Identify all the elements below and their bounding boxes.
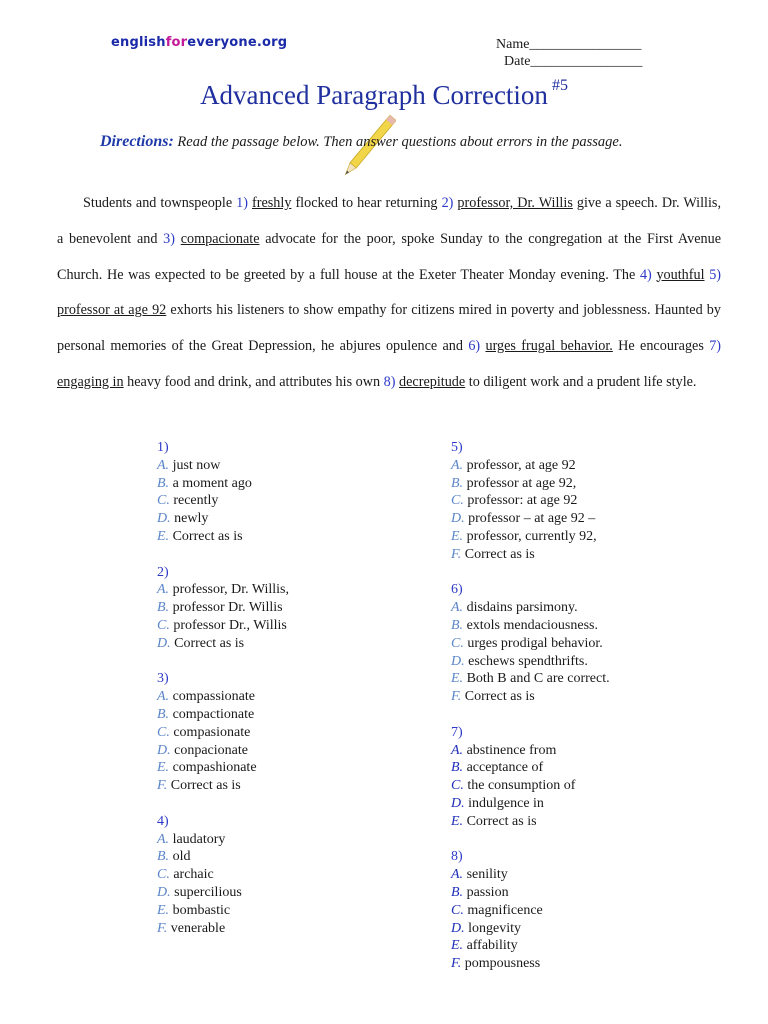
option-letter: C. — [157, 493, 170, 509]
answer-option[interactable] — [157, 599, 289, 617]
answer-option[interactable] — [157, 475, 289, 493]
answer-option[interactable] — [451, 528, 610, 546]
option-text: compasionate — [173, 724, 251, 740]
option-letter: C. — [157, 617, 170, 633]
option-letter: D. — [157, 511, 171, 527]
option-text: professor – at age 92 – — [468, 511, 596, 527]
answer-option[interactable] — [451, 759, 610, 777]
option-letter: C. — [157, 724, 170, 740]
page-title — [0, 77, 768, 111]
option-text: senility — [466, 867, 508, 883]
underlined-7: engaging in — [57, 373, 124, 390]
option-text: recently — [173, 493, 219, 509]
answer-option[interactable] — [451, 795, 610, 813]
option-letter: B. — [451, 760, 464, 776]
answer-option[interactable] — [451, 457, 610, 475]
option-text: Both B and C are correct. — [466, 671, 610, 687]
question-block — [451, 848, 610, 973]
answer-option[interactable] — [157, 848, 289, 866]
underlined-5: professor at age 92 — [57, 302, 167, 319]
option-text: longevity — [468, 920, 522, 936]
question-block — [451, 581, 610, 706]
answer-option[interactable] — [157, 920, 289, 938]
answer-option[interactable] — [157, 581, 289, 599]
option-letter: A. — [157, 831, 170, 847]
marker-5: 5) — [709, 266, 722, 283]
option-letter: B. — [157, 475, 170, 491]
option-text: professor at age 92, — [466, 475, 577, 491]
answer-option[interactable] — [157, 777, 289, 795]
answer-option[interactable] — [451, 884, 610, 902]
marker-6: 6) — [468, 338, 481, 355]
option-text: disdains parsimony. — [466, 600, 578, 616]
option-text: passion — [466, 884, 509, 900]
answer-option[interactable] — [451, 635, 610, 653]
answer-option[interactable] — [451, 546, 610, 564]
option-letter: F. — [451, 546, 462, 562]
directions-label: Directions: — [100, 133, 174, 150]
question-block — [451, 439, 610, 564]
question-block — [157, 670, 289, 795]
answer-option[interactable] — [157, 724, 289, 742]
name-date-block — [496, 36, 642, 70]
answer-option[interactable] — [157, 742, 289, 760]
option-letter: A. — [451, 457, 464, 473]
answer-option[interactable] — [451, 866, 610, 884]
option-text: Correct as is — [174, 635, 245, 651]
answer-option[interactable] — [451, 475, 610, 493]
question-number: 5) — [451, 440, 463, 455]
option-letter: F. — [157, 920, 168, 936]
option-letter: D. — [157, 884, 171, 900]
answer-option[interactable] — [157, 831, 289, 849]
option-letter: B. — [157, 706, 170, 722]
marker-4: 4) — [639, 266, 652, 283]
option-text: Correct as is — [464, 689, 535, 705]
option-text: venerable — [170, 920, 226, 936]
option-text: eschews spendthrifts. — [468, 653, 588, 669]
option-letter: B. — [157, 600, 170, 616]
question-number: 3) — [157, 671, 169, 687]
answer-option[interactable] — [451, 653, 610, 671]
answer-option[interactable] — [451, 492, 610, 510]
option-text: Correct as is — [172, 528, 243, 544]
option-text: pompousness — [464, 956, 541, 972]
answer-option[interactable] — [157, 492, 289, 510]
option-letter: D. — [451, 653, 465, 669]
option-text: conpacionate — [174, 742, 248, 758]
option-letter: C. — [451, 778, 464, 794]
question-number: 4) — [157, 813, 169, 829]
marker-7: 7) — [709, 338, 722, 355]
option-text: the consumption of — [467, 778, 576, 794]
question-number: 6) — [451, 582, 463, 598]
option-text: just now — [172, 457, 221, 473]
answer-option[interactable] — [157, 902, 289, 920]
marker-1: 1) — [236, 195, 248, 211]
option-letter: D. — [157, 742, 171, 758]
option-letter: D. — [451, 920, 465, 936]
question-block — [157, 564, 289, 653]
question-number: 1) — [157, 440, 169, 455]
option-letter: E. — [451, 528, 464, 544]
worksheet-number: #5 — [551, 77, 568, 94]
answer-option[interactable] — [157, 457, 289, 475]
option-letter: E. — [451, 938, 464, 954]
option-text: old — [172, 849, 191, 865]
underlined-6: urges frugal behavior. — [485, 338, 613, 355]
option-letter: C. — [157, 867, 170, 883]
answer-option[interactable] — [157, 617, 289, 635]
option-text: Correct as is — [170, 778, 241, 794]
directions — [100, 133, 622, 151]
underlined-8: decrepitude — [399, 373, 466, 390]
answer-option[interactable] — [451, 670, 610, 688]
answer-option[interactable] — [451, 902, 610, 920]
option-letter: D. — [451, 511, 465, 527]
marker-2: 2) — [441, 195, 454, 211]
option-letter: B. — [451, 475, 464, 491]
option-text: compactionate — [172, 706, 255, 722]
option-text: supercilious — [174, 884, 242, 900]
date-line: Date________________ — [504, 54, 643, 69]
answer-option[interactable] — [451, 599, 610, 617]
answer-option[interactable] — [451, 742, 610, 760]
site-logo: englishforeveryone.org — [111, 35, 288, 50]
option-text: professor, at age 92 — [466, 457, 576, 473]
answer-option[interactable] — [451, 920, 610, 938]
answer-option[interactable] — [451, 510, 610, 528]
option-text: laudatory — [172, 831, 226, 847]
option-letter: F. — [451, 956, 462, 972]
option-text: Correct as is — [464, 546, 535, 562]
answer-option[interactable] — [451, 777, 610, 795]
underlined-4: youthful — [656, 266, 705, 283]
answer-option[interactable] — [157, 884, 289, 902]
answer-option[interactable] — [157, 866, 289, 884]
option-letter: E. — [451, 671, 464, 687]
option-text: professor Dr., Willis — [173, 617, 287, 633]
option-letter: C. — [451, 635, 464, 651]
option-letter: F. — [157, 778, 168, 794]
option-text: professor Dr. Willis — [172, 600, 283, 616]
option-text: professor, Dr. Willis, — [172, 582, 290, 598]
option-letter: E. — [157, 902, 170, 918]
option-text: abstinence from — [466, 742, 557, 758]
option-letter: C. — [451, 902, 464, 918]
option-letter: C. — [451, 493, 464, 509]
answer-option[interactable] — [157, 706, 289, 724]
question-block — [451, 724, 610, 831]
underlined-3: compacionate — [180, 230, 260, 247]
option-text: professor, currently 92, — [466, 528, 597, 544]
questions-left-column — [157, 439, 289, 955]
marker-8: 8) — [383, 373, 396, 390]
option-letter: B. — [451, 617, 464, 633]
question-number: 8) — [451, 849, 463, 865]
answer-option[interactable] — [157, 528, 289, 546]
option-letter: A. — [157, 457, 170, 473]
question-number: 2) — [157, 564, 169, 580]
answer-option[interactable] — [451, 813, 610, 831]
answer-option[interactable] — [451, 617, 610, 635]
option-text: extols mendaciousness. — [466, 617, 598, 633]
option-letter: D. — [157, 635, 171, 651]
option-letter: B. — [451, 884, 464, 900]
answer-option[interactable] — [157, 688, 289, 706]
option-letter: E. — [451, 813, 464, 829]
name-line: Name________________ — [496, 37, 642, 52]
marker-3: 3) — [163, 230, 175, 247]
question-number: 7) — [451, 724, 463, 740]
directions-text: Read the passage below. Then answer questions about errors in the passage. — [177, 134, 623, 150]
option-letter: D. — [451, 795, 465, 811]
answer-option[interactable] — [157, 759, 289, 777]
option-letter: B. — [157, 849, 170, 865]
option-text: newly — [174, 511, 209, 527]
answer-option[interactable] — [157, 635, 289, 653]
option-letter: A. — [451, 867, 464, 883]
answer-option[interactable] — [157, 510, 289, 528]
question-block — [157, 813, 289, 938]
option-letter: F. — [451, 689, 462, 705]
answer-option[interactable] — [451, 937, 610, 955]
title-text: Advanced Paragraph Correction — [200, 80, 548, 110]
underlined-1: freshly — [252, 195, 292, 211]
option-text: Correct as is — [466, 813, 537, 829]
answer-option[interactable] — [451, 955, 610, 973]
option-letter: E. — [157, 528, 170, 544]
passage-paragraph: Students and townspeople 1) freshly flocked to hear returning 2) professor, Dr. Willis give a speech. Dr. Willis, a benevolent and 3) compacionate advocate for the poor, spoke Sunday to the congregation at the First Avenue Church. He was expected to be greeted by a full house at the Exeter Theater Monday evening. The 4) youthful 5) professor at age 92 exhorts his listeners to show empathy for citizens mired in poverty and joblessness. Haunted by personal memories of the Great Depression, he abjures opulence and 6) urges frugal behavior. He encourages 7) engaging in heavy food and drink, and attributes his own 8) decrepitude to diligent work and a prudent life style. — [57, 195, 722, 390]
underlined-2: professor, Dr. Willis — [457, 195, 573, 211]
option-text: compassionate — [172, 689, 255, 705]
questions-right-column — [451, 439, 610, 991]
passage — [57, 186, 721, 401]
option-text: bombastic — [172, 902, 231, 918]
option-text: a moment ago — [172, 475, 252, 491]
option-letter: A. — [451, 742, 464, 758]
option-text: compashionate — [172, 760, 257, 776]
option-text: magnificence — [467, 902, 543, 918]
question-block — [157, 439, 289, 546]
option-letter: A. — [157, 689, 170, 705]
option-letter: A. — [451, 600, 464, 616]
option-letter: A. — [157, 582, 170, 598]
option-text: acceptance of — [466, 760, 544, 776]
option-text: archaic — [173, 867, 214, 883]
option-letter: E. — [157, 760, 170, 776]
option-text: indulgence in — [468, 795, 544, 811]
option-text: urges prodigal behavior. — [467, 635, 603, 651]
option-text: affability — [466, 938, 518, 954]
answer-option[interactable] — [451, 688, 610, 706]
option-text: professor: at age 92 — [467, 493, 578, 509]
